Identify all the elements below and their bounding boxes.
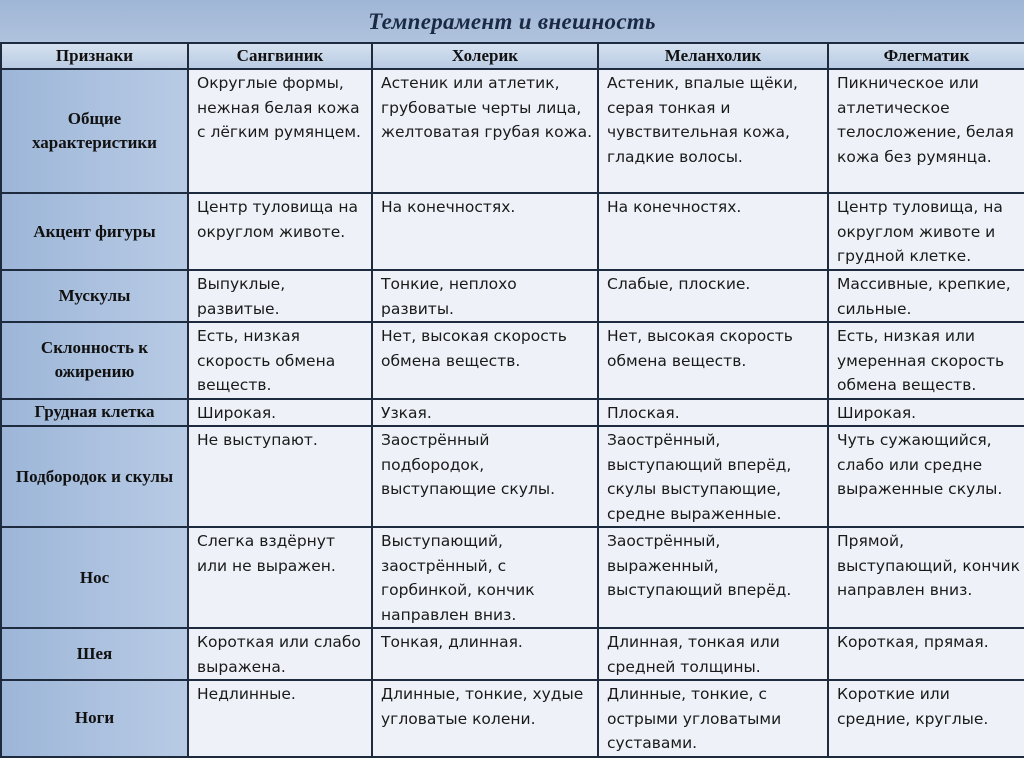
column-header-melancholic: Меланхолик (598, 43, 828, 69)
table-cell: На конечностях. (598, 193, 828, 270)
table-cell: Тонкая, длинная. (372, 628, 598, 680)
table-cell: Недлинные. (188, 680, 372, 757)
table-cell: Тонкие, неплохо развиты. (372, 270, 598, 322)
table-cell: Чуть сужающийся, слабо или средне выраженные скулы. (828, 426, 1024, 527)
row-header: Подбородок и скулы (1, 426, 188, 527)
table-cell: Длинные, тонкие, с острыми угловатыми суставами. (598, 680, 828, 757)
table-cell: Заострённый подбородок, выступающие скулы. (372, 426, 598, 527)
table-cell: Длинная, тонкая или средней толщины. (598, 628, 828, 680)
row-header: Мускулы (1, 270, 188, 322)
table-row (1, 628, 1024, 680)
table-cell: Нет, высокая скорость обмена веществ. (372, 322, 598, 399)
row-header: Грудная клетка (1, 399, 188, 427)
column-header-sanguine: Сангвиник (188, 43, 372, 69)
table-cell: Слабые, плоские. (598, 270, 828, 322)
table-cell: Выпуклые, развитые. (188, 270, 372, 322)
table-cell: Астеник, впалые щёки, серая тонкая и чувствительная кожа, гладкие волосы. (598, 69, 828, 193)
table-cell: Широкая. (828, 399, 1024, 427)
table-cell: Пикническое или атлетическое телосложение, белая кожа без румянца. (828, 69, 1024, 193)
table-cell: Заострённый, выраженный, выступающий вперёд. (598, 527, 828, 628)
table-cell: Плоская. (598, 399, 828, 427)
table-row (1, 270, 1024, 322)
table-row (1, 426, 1024, 527)
temperament-table (0, 42, 1024, 758)
table-cell: Короткая или слабо выражена. (188, 628, 372, 680)
table-cell: Прямой, выступающий, кончик направлен вниз. (828, 527, 1024, 628)
row-header: Ноги (1, 680, 188, 757)
column-header-phlegmatic: Флегматик (828, 43, 1024, 69)
column-header-features: Признаки (1, 43, 188, 69)
table-cell: Широкая. (188, 399, 372, 427)
table-row (1, 69, 1024, 193)
table-cell: Короткие или средние, круглые. (828, 680, 1024, 757)
table-row (1, 680, 1024, 757)
table-cell: Астеник или атлетик, грубоватые черты лица, желтоватая грубая кожа. (372, 69, 598, 193)
table-cell: Массивные, крепкие, сильные. (828, 270, 1024, 322)
row-header: Акцент фигуры (1, 193, 188, 270)
table-cell: Округлые формы, нежная белая кожа с лёгким румянцем. (188, 69, 372, 193)
table-row (1, 322, 1024, 399)
row-header: Общие характеристики (1, 69, 188, 193)
table-cell: Есть, низкая или умеренная скорость обмена веществ. (828, 322, 1024, 399)
table-cell: Выступающий, заострённый, с горбинкой, кончик направлен вниз. (372, 527, 598, 628)
table-cell: Нет, высокая скорость обмена веществ. (598, 322, 828, 399)
table-cell: Центр туловища на округлом животе. (188, 193, 372, 270)
table-cell: Не выступают. (188, 426, 372, 527)
table-cell: Слегка вздёрнут или не выражен. (188, 527, 372, 628)
table-cell: Короткая, прямая. (828, 628, 1024, 680)
column-header-choleric: Холерик (372, 43, 598, 69)
row-header: Склонность к ожирению (1, 322, 188, 399)
table-cell: Есть, низкая скорость обмена веществ. (188, 322, 372, 399)
page-title: Темперамент и внешность (368, 9, 656, 34)
table-row (1, 527, 1024, 628)
table-cell: Узкая. (372, 399, 598, 427)
row-header: Нос (1, 527, 188, 628)
table-cell: На конечностях. (372, 193, 598, 270)
table-cell: Центр туловища, на округлом животе и грудной клетке. (828, 193, 1024, 270)
table-cell: Заострённый, выступающий вперёд, скулы выступающие, средне выраженные. (598, 426, 828, 527)
header-row (1, 43, 1024, 69)
table-row (1, 399, 1024, 427)
table-cell: Длинные, тонкие, худые угловатые колени. (372, 680, 598, 757)
row-header: Шея (1, 628, 188, 680)
table-row (1, 193, 1024, 270)
